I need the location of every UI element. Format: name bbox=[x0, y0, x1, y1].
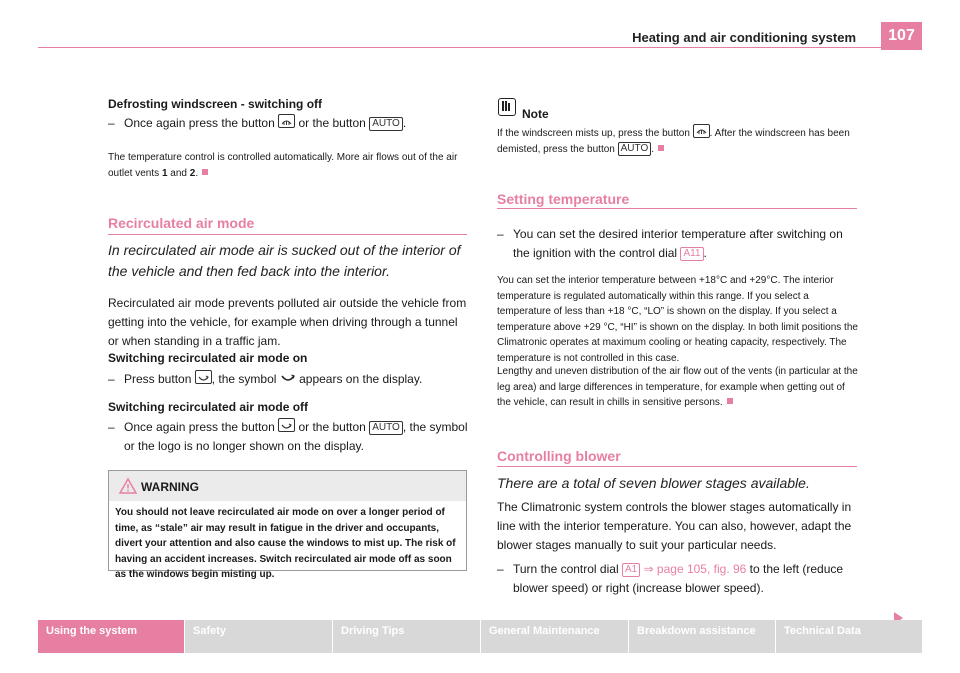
auto-key: AUTO bbox=[369, 117, 403, 131]
end-mark-icon bbox=[202, 169, 208, 175]
temperature-para-1: You can set the interior temperature between +18°C and +29°C. The interior temperature is regulated automatically within this range. If you select a temperature of less than +18 °C, “LO” is shown on the display. If you select a temperature above +29 °C, “HI” is shown on the display. In both limit positions the Climatronic operates at maximum cooling or heating capacity, respectively. The temperature is not controlled in this case. bbox=[497, 275, 858, 364]
recirc-lead: In recirculated air mode air is sucked out of the interior of the vehicle and then fed back into the interior. bbox=[108, 242, 461, 279]
blower-body: The Climatronic system controls the blower stages automatically in line with the interior temperature. You can also, however, adapt the blower stages manually to suit your particular needs. bbox=[497, 500, 852, 552]
footer-tab-driving-tips[interactable]: Driving Tips bbox=[333, 620, 480, 653]
figure-reference-link[interactable]: ⇒ page 105, fig. 96 bbox=[643, 562, 747, 576]
recirc-rule bbox=[108, 234, 467, 235]
warning-box bbox=[108, 470, 467, 580]
footer-tab-technical-data[interactable]: Technical Data bbox=[776, 620, 922, 653]
warning-title: WARNING bbox=[141, 480, 199, 494]
note-title: Note bbox=[522, 107, 549, 121]
temperature-para-2: Lengthy and uneven distribution of the air flow out of the vents (in particular at the leg area) and large differences in temperature, for example when getting out of the vehicle, can result in chills in sensitive persons. bbox=[497, 366, 858, 408]
blower-lead: There are a total of seven blower stages available. bbox=[497, 475, 810, 491]
defrost-button-icon-3 bbox=[693, 124, 710, 138]
recirc-body: Recirculated air mode prevents polluted air outside the vehicle from getting into the vehicle, for example when driving through a tunnel or when standing in a traffic jam. bbox=[108, 296, 467, 348]
header-rule bbox=[38, 47, 922, 48]
footer-tab-breakdown-assistance[interactable]: Breakdown assistance bbox=[629, 620, 775, 653]
end-mark-icon-2 bbox=[658, 145, 664, 151]
defrost-note: The temperature control is controlled automatically. More air flows out of the air outlet vents 1 and 2. bbox=[108, 152, 458, 179]
blower-rule bbox=[497, 466, 857, 467]
recirc-on-heading: Switching recirculated air mode on bbox=[108, 351, 308, 365]
warning-triangle-icon bbox=[118, 477, 138, 500]
note-icon bbox=[498, 98, 516, 116]
defrost-heading: Defrosting windscreen - switching off bbox=[108, 97, 323, 111]
running-header-title: Heating and air conditioning system bbox=[632, 30, 856, 45]
recirc-button-icon-2 bbox=[278, 418, 295, 432]
defrost-step: – Once again press the button or the button AUTO . bbox=[108, 116, 407, 130]
note-text: If the windscreen mists up, press the button . After the windscreen has been demisted, press the button AUTO . bbox=[497, 124, 859, 157]
end-mark-icon-3 bbox=[727, 398, 733, 404]
recirc-off-heading: Switching recirculated air mode off bbox=[108, 400, 309, 414]
auto-key-2: AUTO bbox=[369, 421, 403, 435]
recirc-off-step: – Once again press the button or the button AUTO , the symbol or the logo is no longer shown on the display. bbox=[108, 420, 468, 453]
temperature-section-title: Setting temperature bbox=[497, 191, 630, 207]
control-dial-a1: A1 bbox=[622, 563, 640, 577]
warning-text: You should not leave recirculated air mode on over a longer period of time, as “stale” air may result in fatigue in the driver and occupants, divert your attention and also cause the windows to mist up. The risk of having an accident increases. Switch recirculated air mode off as soon as the windows begin misting up. bbox=[115, 507, 456, 580]
temperature-step: – You can set the desired interior temperature after switching on the ignition with the control dial A11 . bbox=[497, 227, 843, 260]
recirc-button-icon bbox=[195, 370, 212, 384]
recirc-on-step: – Press button , the symbol appears on the display. bbox=[108, 372, 423, 386]
footer-nav bbox=[38, 620, 923, 653]
recirc-section-title: Recirculated air mode bbox=[108, 215, 255, 231]
control-dial-a11: A11 bbox=[680, 247, 703, 261]
defrost-button-icon bbox=[278, 114, 295, 128]
page-number: 107 bbox=[881, 22, 922, 50]
temperature-rule bbox=[497, 208, 857, 209]
recirc-symbol-icon bbox=[280, 372, 296, 386]
blower-section-title: Controlling blower bbox=[497, 448, 621, 464]
auto-key-3: AUTO bbox=[618, 142, 652, 156]
footer-tab-safety[interactable]: Safety bbox=[185, 620, 332, 653]
footer-tab-general-maintenance[interactable]: General Maintenance bbox=[481, 620, 628, 653]
footer-tab-using-the-system[interactable]: Using the system bbox=[38, 620, 184, 653]
blower-step: – Turn the control dial A1 ⇒ page 105, fig. 96 to the left (reduce blower speed) or right (increase blower speed). bbox=[497, 562, 844, 595]
